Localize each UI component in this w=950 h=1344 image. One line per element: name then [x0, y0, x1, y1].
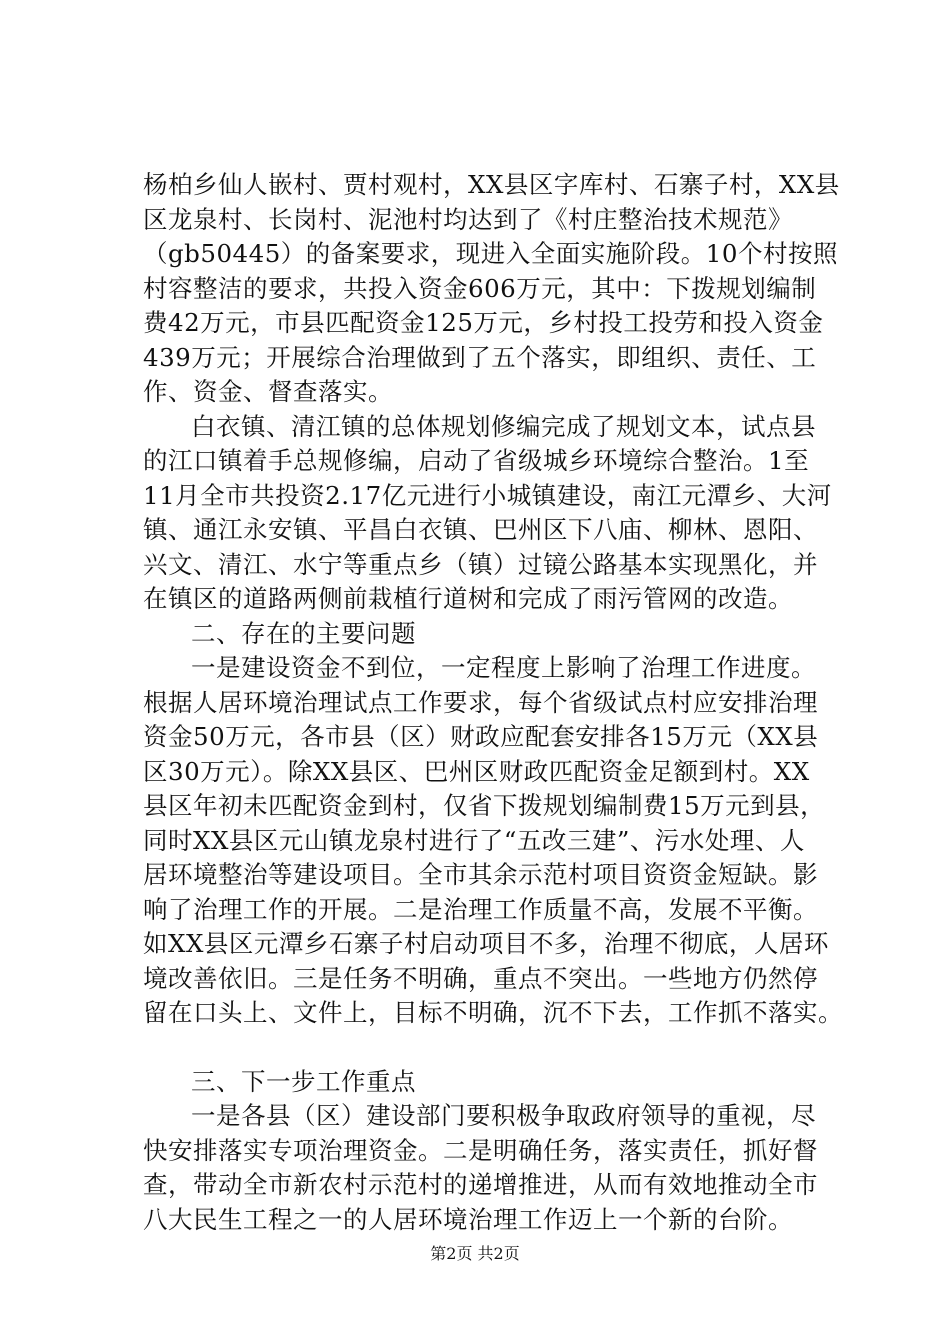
- text-line: 区30万元）。除XX县区、巴州区财政匹配资金足额到村。XX: [143, 756, 810, 786]
- page-number: 第2页 共2页: [430, 1244, 520, 1263]
- text-line: 兴文、清江、水宁等重点乡（镇）过镜公路基本实现黑化，并: [143, 549, 818, 579]
- paragraph-town-planning: [143, 410, 832, 617]
- text-line: 11月全市共投资2.17亿元进行小城镇建设，南江元潭乡、大河: [143, 480, 832, 510]
- text-line: 资金50万元，各市县（区）财政应配套安排各15万元（XX县: [143, 722, 819, 751]
- section-heading-next-steps: [143, 1065, 823, 1100]
- text-line: 居环境整治等建设项目。全市其余示范村项目资资金短缺。影: [143, 860, 818, 889]
- paragraph-next-steps: [143, 1099, 823, 1237]
- document-body: [143, 168, 843, 1237]
- section-heading-problems: [143, 617, 823, 652]
- text-line: 境改善依旧。三是任务不明确，重点不突出。一些地方仍然停: [143, 963, 818, 993]
- text-line: 作、资金、督查落实。: [143, 377, 393, 406]
- text-line: 在镇区的道路两侧前栽植行道树和完成了雨污管网的改造。: [143, 584, 793, 613]
- text-line: 留在口头上、文件上，目标不明确，沉不下去，工作抓不落实。: [143, 998, 843, 1027]
- text-line: 快安排落实专项治理资金。二是明确任务，落实责任，抓好督: [143, 1135, 818, 1165]
- section-heading: 二、存在的主要问题: [191, 618, 416, 648]
- page-footer: [0, 1244, 950, 1264]
- paragraph-problems: [143, 651, 843, 1031]
- text-line: 一是建设资金不到位，一定程度上影响了治理工作进度。: [191, 653, 816, 682]
- text-line: 查，带动全市新农村示范村的递增推进，从而有效地推动全市: [143, 1170, 818, 1199]
- text-line: 镇、通江永安镇、平昌白衣镇、巴州区下八庙、柳林、恩阳、: [143, 515, 818, 544]
- text-line: 费42万元，市县匹配资金125万元，乡村投工投劳和投入资金: [143, 308, 824, 337]
- section-heading: 三、下一步工作重点: [191, 1066, 416, 1096]
- text-line: 439万元；开展综合治理做到了五个落实，即组织、责任、工: [143, 342, 817, 372]
- text-line: 杨柏乡仙人嵌村、贾村观村，XX县区字库村、石寨子村，XX县: [143, 170, 840, 199]
- text-line: 一是各县（区）建设部门要积极争取政府领导的重视，尽: [191, 1101, 816, 1130]
- paragraph-village-results: [143, 168, 840, 410]
- text-line: 同时XX县区元山镇龙泉村进行了“五改三建”、污水处理、人: [143, 825, 805, 855]
- text-line: 县区年初未匹配资金到村，仅省下拨规划编制费15万元到县，: [143, 791, 826, 820]
- text-line: 的江口镇着手总规修编，启动了省级城乡环境综合整治。1至: [143, 446, 810, 475]
- text-line: 村容整洁的要求，共投入资金606万元，其中：下拨规划编制: [143, 273, 817, 303]
- text-line: （gb50445）的备案要求，现进入全面实施阶段。10个村按照: [143, 239, 838, 268]
- text-line: 如XX县区元潭乡石寨子村启动项目不多，治理不彻底，人居环: [143, 929, 829, 958]
- text-line: 八大民生工程之一的人居环境治理工作迈上一个新的台阶。: [143, 1204, 793, 1234]
- text-line: 白衣镇、清江镇的总体规划修编完成了规划文本，试点县: [191, 411, 816, 441]
- text-line: 响了治理工作的开展。二是治理工作质量不高，发展不平衡。: [143, 894, 818, 924]
- text-line: 区龙泉村、长岗村、泥池村均达到了《村庄整治技术规范》: [143, 204, 793, 234]
- text-line: 根据人居环境治理试点工作要求，每个省级试点村应安排治理: [143, 687, 818, 717]
